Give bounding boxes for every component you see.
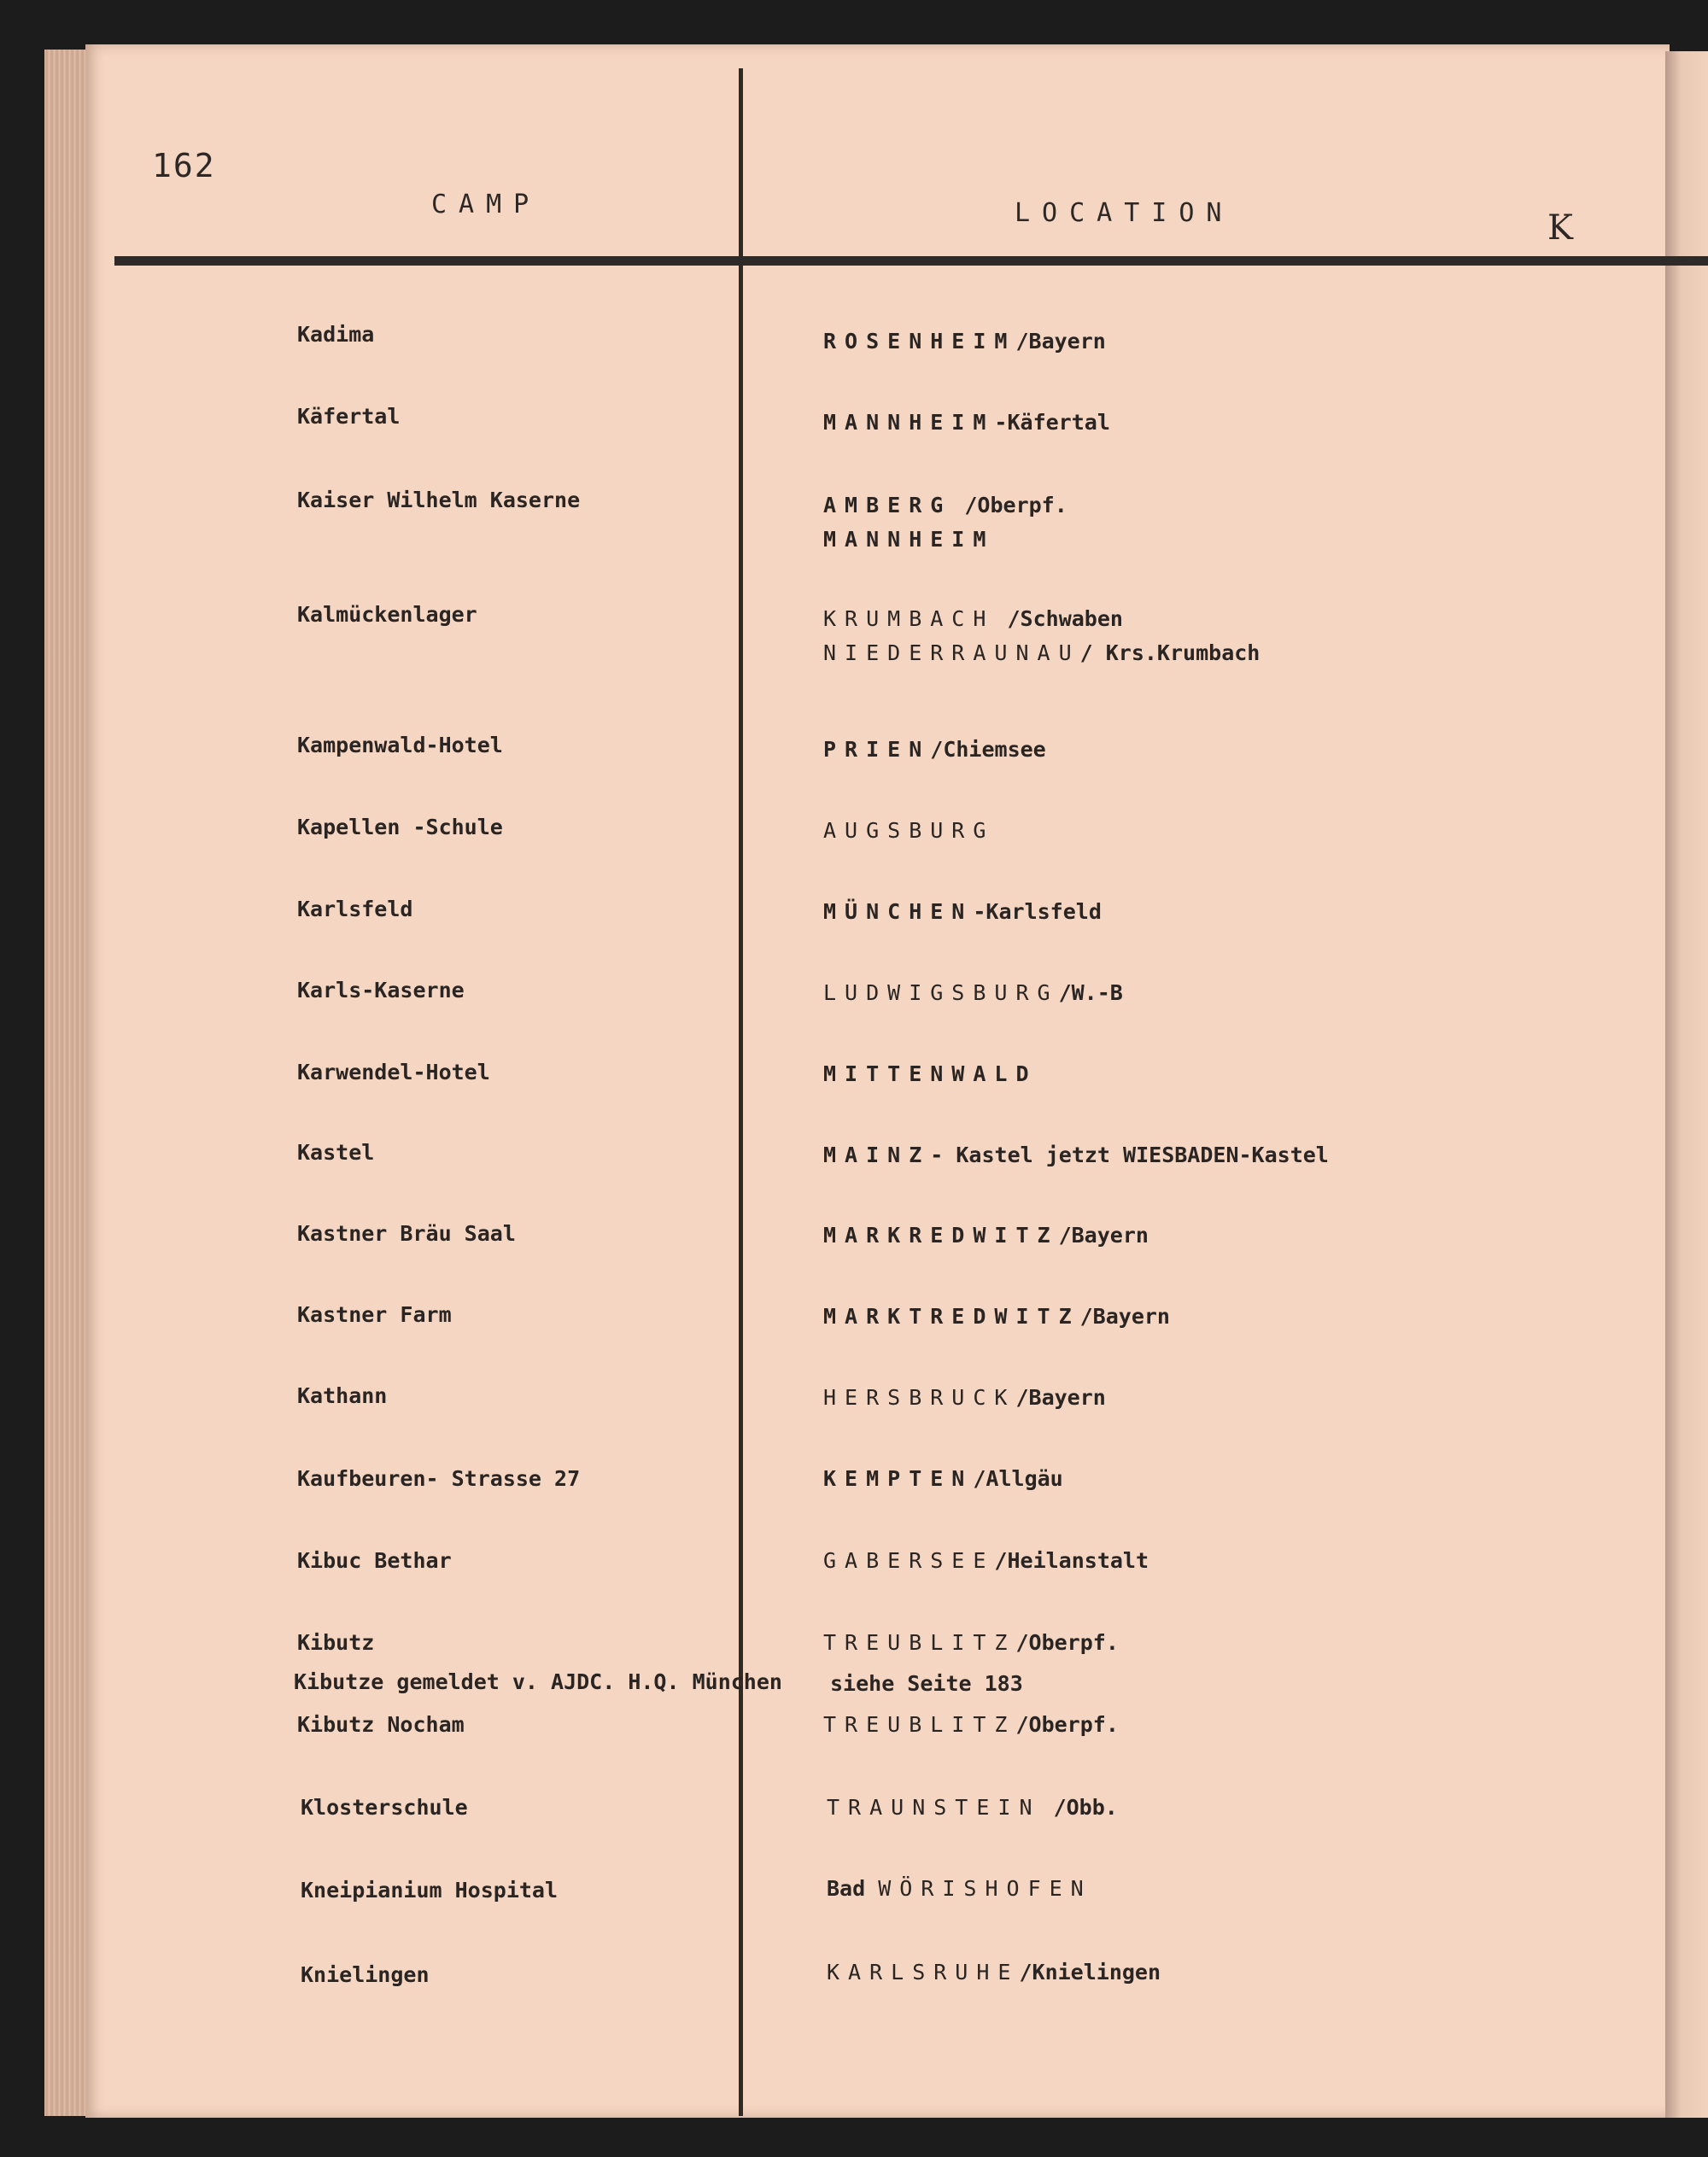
location-place: MARKREDWITZ <box>823 1223 1059 1248</box>
location-suffix: /Bayern <box>1079 1304 1170 1329</box>
location-suffix: /Obb. <box>1053 1795 1118 1820</box>
location-suffix: /Oberpf. <box>1015 1630 1119 1655</box>
camp-name: Kibutz <box>297 1630 375 1655</box>
location-prefix: Bad <box>827 1876 866 1901</box>
location-place: MANNHEIM <box>823 527 995 552</box>
location <box>823 1381 1106 1415</box>
location-suffix: /Bayern <box>1058 1223 1149 1248</box>
camp-name: Kneipianium Hospital <box>301 1878 559 1903</box>
location-suffix: /Heilanstalt <box>994 1548 1149 1573</box>
camp-name: Klosterschule <box>301 1795 468 1820</box>
header-rule <box>114 256 1708 266</box>
location-suffix: /Schwaben <box>1007 606 1123 631</box>
location-place: TREUBLITZ <box>823 1630 1016 1655</box>
camp-name: Kastner Bräu Saal <box>297 1221 516 1246</box>
location-suffix: - Kastel jetzt WIESBADEN-Kastel <box>930 1143 1329 1167</box>
location-suffix: -Käfertal <box>994 410 1110 435</box>
location-place: AMBERG <box>823 493 952 517</box>
camp-name: Karls-Kaserne <box>297 978 465 1003</box>
location-suffix: /Knielingen <box>1019 1960 1161 1985</box>
location-place: LUDWIGSBURG <box>823 980 1059 1005</box>
camp-name: Knielingen <box>301 1962 430 1987</box>
location-suffix: siehe Seite 183 <box>830 1671 1023 1696</box>
location-place: TRAUNSTEIN <box>827 1795 1041 1820</box>
location-column-header: LOCATION <box>1015 198 1234 228</box>
camp-name: Kapellen -Schule <box>297 815 503 839</box>
page-number: 162 <box>152 147 216 184</box>
camp-column-header: CAMP <box>431 190 541 219</box>
location-suffix: -Karlsfeld <box>973 899 1102 924</box>
location <box>823 488 1068 557</box>
location <box>823 1462 1063 1496</box>
camp-name: Kalmückenlager <box>297 602 477 627</box>
location <box>823 1219 1149 1253</box>
camp-name: Kastner Farm <box>297 1302 452 1327</box>
column-divider <box>739 68 743 2116</box>
location-suffix: /Bayern <box>1015 1385 1106 1410</box>
location-suffix: /Bayern <box>1015 329 1106 354</box>
camp-name: Kampenwald-Hotel <box>297 733 503 757</box>
camp-name: Kibuc Bethar <box>297 1548 452 1573</box>
location-suffix: / Krs.Krumbach <box>1079 640 1261 665</box>
location <box>823 1544 1149 1578</box>
camp-name: Kathann <box>297 1383 388 1408</box>
location <box>823 1057 1038 1091</box>
camp-name: Karlsfeld <box>297 897 413 921</box>
location <box>823 406 1110 440</box>
location <box>823 733 1046 767</box>
location-place: MANNHEIM <box>823 410 995 435</box>
camp-name: Karwendel-Hotel <box>297 1060 490 1084</box>
camp-name: Kastel <box>297 1140 375 1165</box>
location-suffix: /Allgäu <box>973 1466 1063 1491</box>
location-suffix: /Chiemsee <box>930 737 1046 762</box>
camp-name: Kibutz Nocham <box>297 1712 465 1737</box>
camp-name: Kadima <box>297 322 375 347</box>
location-place: WÖRISHOFEN <box>878 1876 1092 1901</box>
location-place: MITTENWALD <box>823 1061 1038 1086</box>
camp-name: Käfertal <box>297 404 401 429</box>
location-place: PRIEN <box>823 737 931 762</box>
location <box>823 324 1106 359</box>
location <box>823 1626 1119 1660</box>
location-suffix: /W.-B <box>1058 980 1123 1005</box>
section-letter: K <box>1547 208 1573 248</box>
location <box>830 1667 1023 1701</box>
facing-page-edge <box>1665 51 1708 2118</box>
location-place: MÜNCHEN <box>823 899 974 924</box>
location <box>823 1300 1170 1334</box>
location-place: GABERSEE <box>823 1548 995 1573</box>
location-suffix: /Oberpf. <box>1015 1712 1119 1737</box>
location-place: KRUMBACH <box>823 606 995 631</box>
location-place: KARLSRUHE <box>827 1960 1020 1985</box>
location-place: KEMPTEN <box>823 1466 974 1491</box>
location <box>823 814 994 848</box>
camp-name: Kaiser Wilhelm Kaserne <box>297 488 581 512</box>
location-place: ROSENHEIM <box>823 329 1016 354</box>
location <box>823 1708 1119 1742</box>
location <box>827 1872 1092 1906</box>
location-suffix: /Oberpf. <box>964 493 1068 517</box>
location <box>823 976 1123 1010</box>
location <box>823 602 1260 670</box>
location <box>823 895 1102 929</box>
location <box>827 1791 1118 1825</box>
location-place: TREUBLITZ <box>823 1712 1016 1737</box>
location-place: HERSBRUCK <box>823 1385 1016 1410</box>
location <box>823 1138 1329 1172</box>
location-place: MAINZ <box>823 1143 931 1167</box>
location-place: NIEDERRAUNAU <box>823 640 1080 665</box>
location <box>827 1955 1161 1990</box>
location-place: AUGSBURG <box>823 818 995 843</box>
camp-name: Kaufbeuren- Strasse 27 <box>297 1466 581 1491</box>
camp-name: Kibutze gemeldet v. AJDC. H.Q. München <box>294 1669 782 1694</box>
location-place: MARKTREDWITZ <box>823 1304 1080 1329</box>
